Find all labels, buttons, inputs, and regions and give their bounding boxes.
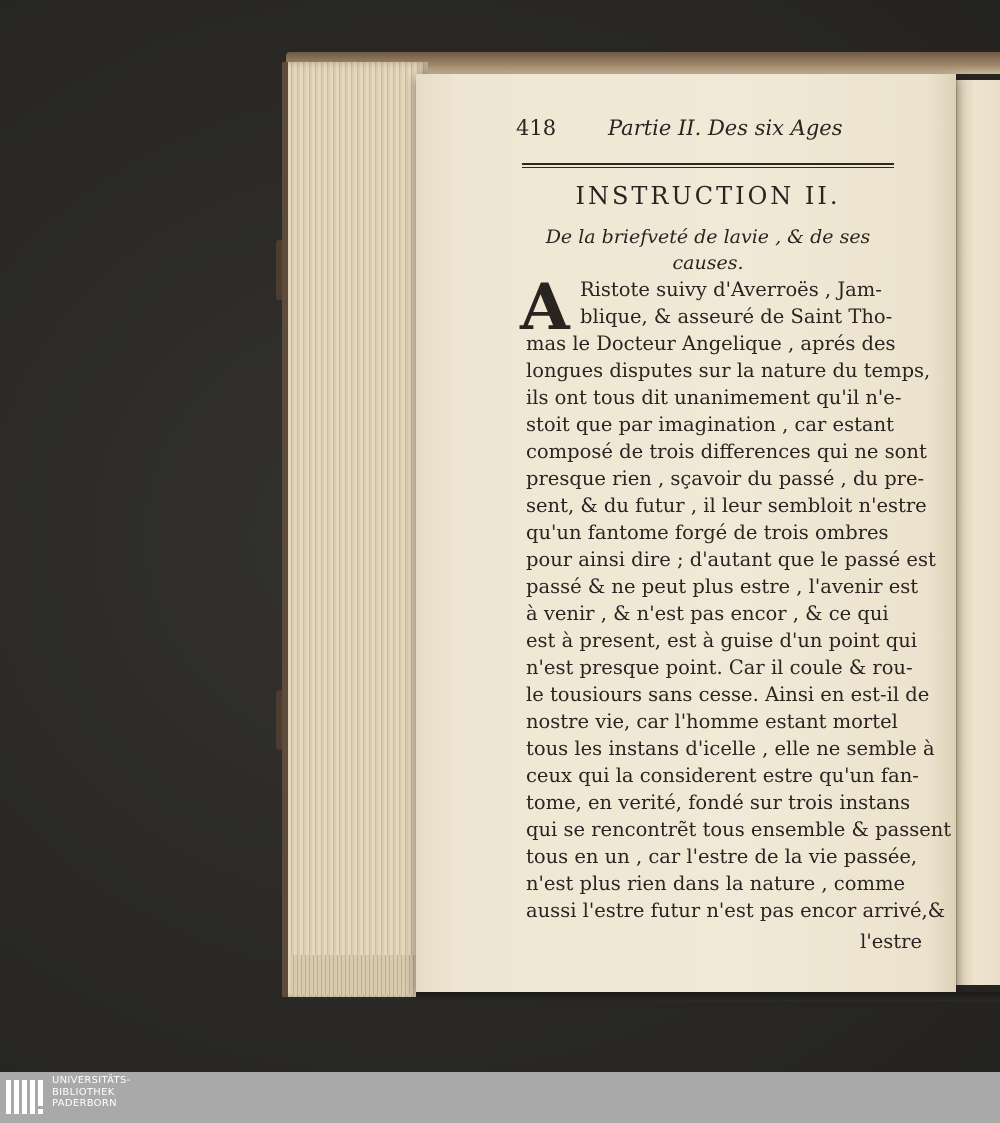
text-line: blique, & asseuré de Saint Tho- <box>580 305 893 328</box>
text-line: pour ainsi dire ; d'autant que le passé est <box>526 548 936 571</box>
drop-cap: A <box>520 270 570 345</box>
subtitle-line: De la briefveté de lavie , & de ses <box>545 226 871 248</box>
text-line: tous en un , car l'estre de la vie passée, <box>526 845 918 868</box>
footer-bar <box>0 1072 1000 1123</box>
header-rule-thin <box>522 167 894 168</box>
text-line: stoit que par imagination , car estant <box>526 413 894 436</box>
text-line: sent, & du futur , il leur sembloit n'estre <box>526 494 927 517</box>
text-line: est à present, est à guise d'un point qui <box>526 629 918 652</box>
text-line: tous les instans d'icelle , elle ne semble à <box>526 737 935 760</box>
catchword: l'estre <box>860 930 922 953</box>
header-rule <box>522 163 894 165</box>
chapter-title: INSTRUCTION II. <box>575 182 841 210</box>
text-line: à venir , & n'est pas encor , & ce qui <box>526 602 889 625</box>
library-name-line: UNIVERSITÄTS- <box>52 1075 131 1086</box>
page-header <box>516 116 896 148</box>
text-line: passé & ne peut plus estre , l'avenir est <box>526 575 919 598</box>
text-line: Ristote suivy d'Averroës , Jam- <box>580 278 882 301</box>
page-edges-bottom <box>290 955 420 995</box>
running-head: Partie II. Des six Ages <box>608 116 843 140</box>
facing-page-edge <box>956 80 1000 985</box>
subtitle-line: causes. <box>672 252 744 274</box>
text-line: ceux qui la considerent estre qu'un fan- <box>526 764 919 787</box>
text-line: longues disputes sur la nature du temps, <box>526 359 931 382</box>
library-name <box>52 1075 252 1110</box>
library-logo-icon <box>6 1078 46 1116</box>
library-name-line: PADERBORN <box>52 1098 117 1109</box>
text-line: tome, en verité, fondé sur trois instans <box>526 791 911 814</box>
text-line: n'est presque point. Car il coule & rou- <box>526 656 913 679</box>
text-line: nostre vie, car l'homme estant mortel <box>526 710 898 733</box>
text-line: aussi l'estre futur n'est pas encor arrivé,& <box>526 899 946 922</box>
text-line: mas le Docteur Angelique , aprés des <box>526 332 896 355</box>
text-line: presque rien , sçavoir du passé , du pre- <box>526 467 925 490</box>
page-number: 418 <box>516 116 557 140</box>
text-line: n'est plus rien dans la nature , comme <box>526 872 905 895</box>
text-line: qu'un fantome forgé de trois ombres <box>526 521 889 544</box>
page-shadow <box>416 992 1000 1002</box>
text-line: composé de trois differences qui ne sont <box>526 440 927 463</box>
page-edges <box>282 62 428 997</box>
library-name-line: BIBLIOTHEK <box>52 1086 115 1098</box>
text-line: le tousiours sans cesse. Ainsi en est-il de <box>526 683 930 706</box>
text-line: ils ont tous dit unanimement qu'il n'e- <box>526 386 902 409</box>
chapter-subtitle <box>522 224 894 276</box>
text-line: qui se rencontrẽt tous ensemble & passent <box>526 818 952 841</box>
